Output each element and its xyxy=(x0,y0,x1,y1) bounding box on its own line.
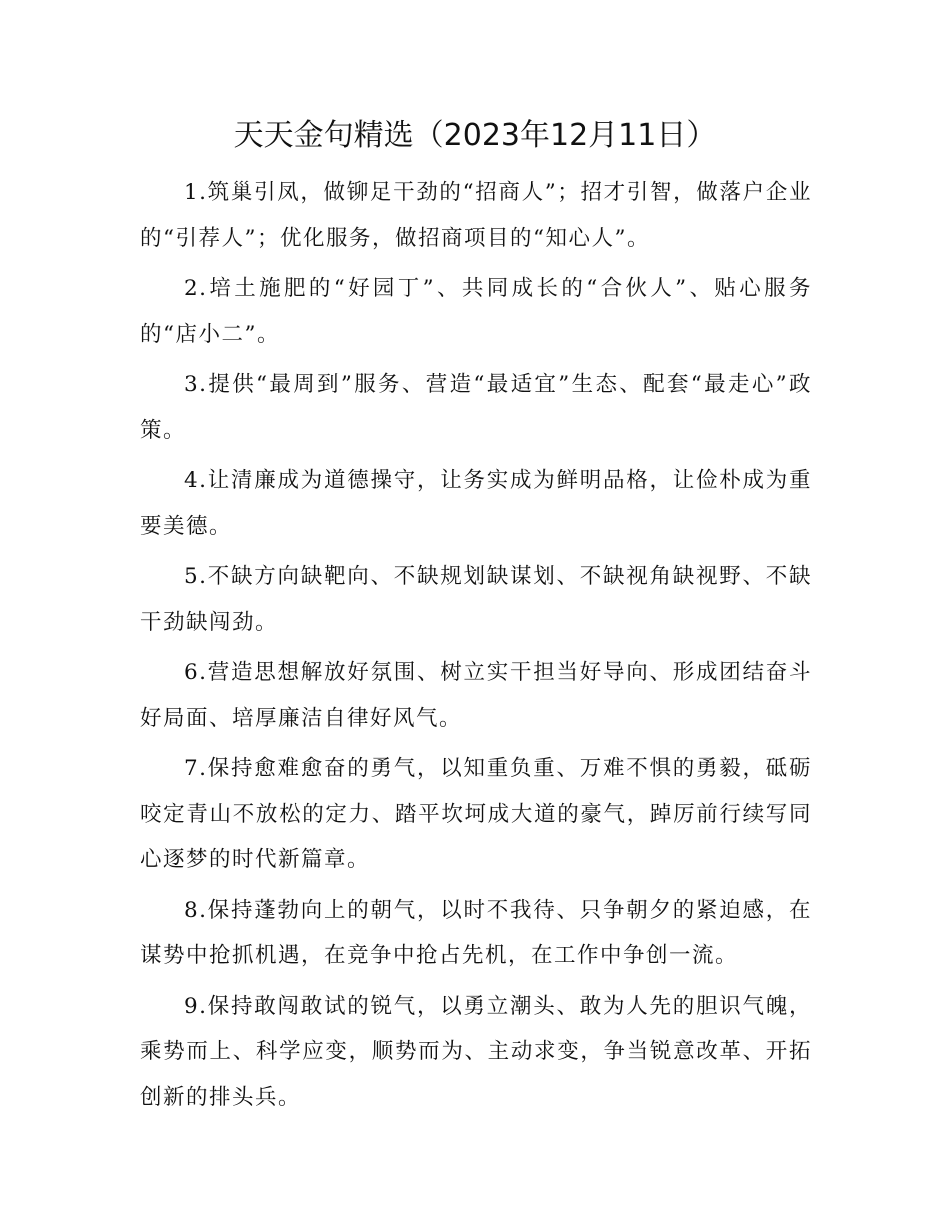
paragraph-3: 3.提供“最周到”服务、营造“最适宜”生态、配套“最走心”政策。 xyxy=(140,372,812,443)
paragraph-1: 1.筑巢引凤，做铆足干劲的“招商人”；招才引智，做落户企业的“引荐人”；优化服务，做招商项目的“知心人”。 xyxy=(140,180,812,251)
paragraph-2: 2.培土施肥的“好园丁”、共同成长的“合伙人”、贴心服务的“店小二”。 xyxy=(140,276,812,347)
document-body xyxy=(140,170,812,1125)
page-title: 天天金句精选（2023年12月11日） xyxy=(233,118,717,153)
paragraph-9: 9.保持敢闯敢试的锐气，以勇立潮头、敢为人先的胆识气魄，乘势而上、科学应变，顺势而为、主动求变，争当锐意改革、开拓创新的排头兵。 xyxy=(140,993,812,1110)
paragraph-5: 5.不缺方向缺靶向、不缺规划缺谋划、不缺视角缺视野、不缺干劲缺闯劲。 xyxy=(140,564,812,635)
paragraph-7: 7.保持愈难愈奋的勇气，以知重负重、万难不惧的勇毅，砥砺咬定青山不放松的定力、踏平坎坷成大道的豪气，踔厉前行续写同心逐梦的时代新篇章。 xyxy=(140,756,812,872)
paragraph-6: 6.营造思想解放好氛围、树立实干担当好导向、形成团结奋斗好局面、培厚廉洁自律好风气。 xyxy=(140,660,812,731)
paragraph-8: 8.保持蓬勃向上的朝气，以时不我待、只争朝夕的紧迫感，在谋势中抢抓机遇，在竞争中抢占先机，在工作中争创一流。 xyxy=(140,897,812,968)
paragraph-4: 4.让清廉成为道德操守，让务实成为鲜明品格，让俭朴成为重要美德。 xyxy=(140,468,812,539)
